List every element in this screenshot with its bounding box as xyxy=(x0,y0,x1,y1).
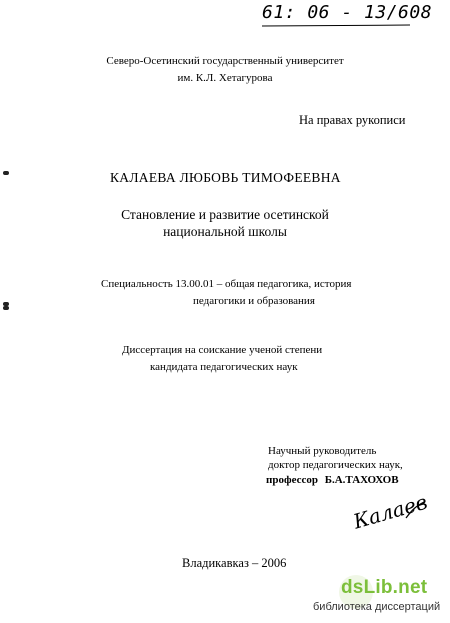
degree-line2: кандидата педагогических наук xyxy=(150,361,298,373)
university-name: Северо-Осетинский государственный университет xyxy=(106,55,344,67)
scan-mark xyxy=(3,306,9,310)
supervisor-role: профессор xyxy=(266,474,318,486)
watermark-logo xyxy=(313,577,448,619)
supervisor-name xyxy=(266,474,399,486)
dissertation-title-line2: национальной школы xyxy=(163,224,287,239)
specialty-line1: Специальность 13.00.01 – общая педагогика, история xyxy=(101,278,352,290)
university-honorific: им. К.Л. Хетагурова xyxy=(177,72,273,84)
specialty-line2: педагогики и образования xyxy=(193,295,315,307)
scan-mark xyxy=(3,171,9,175)
stamp-underline xyxy=(262,24,412,28)
author-name: КАЛАЕВА ЛЮБОВЬ ТИМОФЕЕВНА xyxy=(110,170,341,185)
rights-note: На правах рукописи xyxy=(299,113,406,127)
city-year: Владикавказ – 2006 xyxy=(182,556,287,570)
archive-stamp: 61: 06 - 13/608 xyxy=(262,2,433,23)
supervisor-label: Научный руководитель xyxy=(268,445,377,457)
watermark-brand: dsLib.net xyxy=(341,577,428,598)
degree-line1: Диссертация на соискание ученой степени xyxy=(122,344,323,356)
supervisor-degree: доктор педагогических наук, xyxy=(268,459,403,471)
signature-flourish xyxy=(404,500,426,524)
supervisor-surname: Б.А.ТАХОХОВ xyxy=(324,474,399,486)
signature: Калаев xyxy=(350,489,430,534)
dissertation-title-line1: Становление и развитие осетинской xyxy=(121,207,329,222)
watermark-subtitle: библиотека диссертаций xyxy=(313,601,441,613)
